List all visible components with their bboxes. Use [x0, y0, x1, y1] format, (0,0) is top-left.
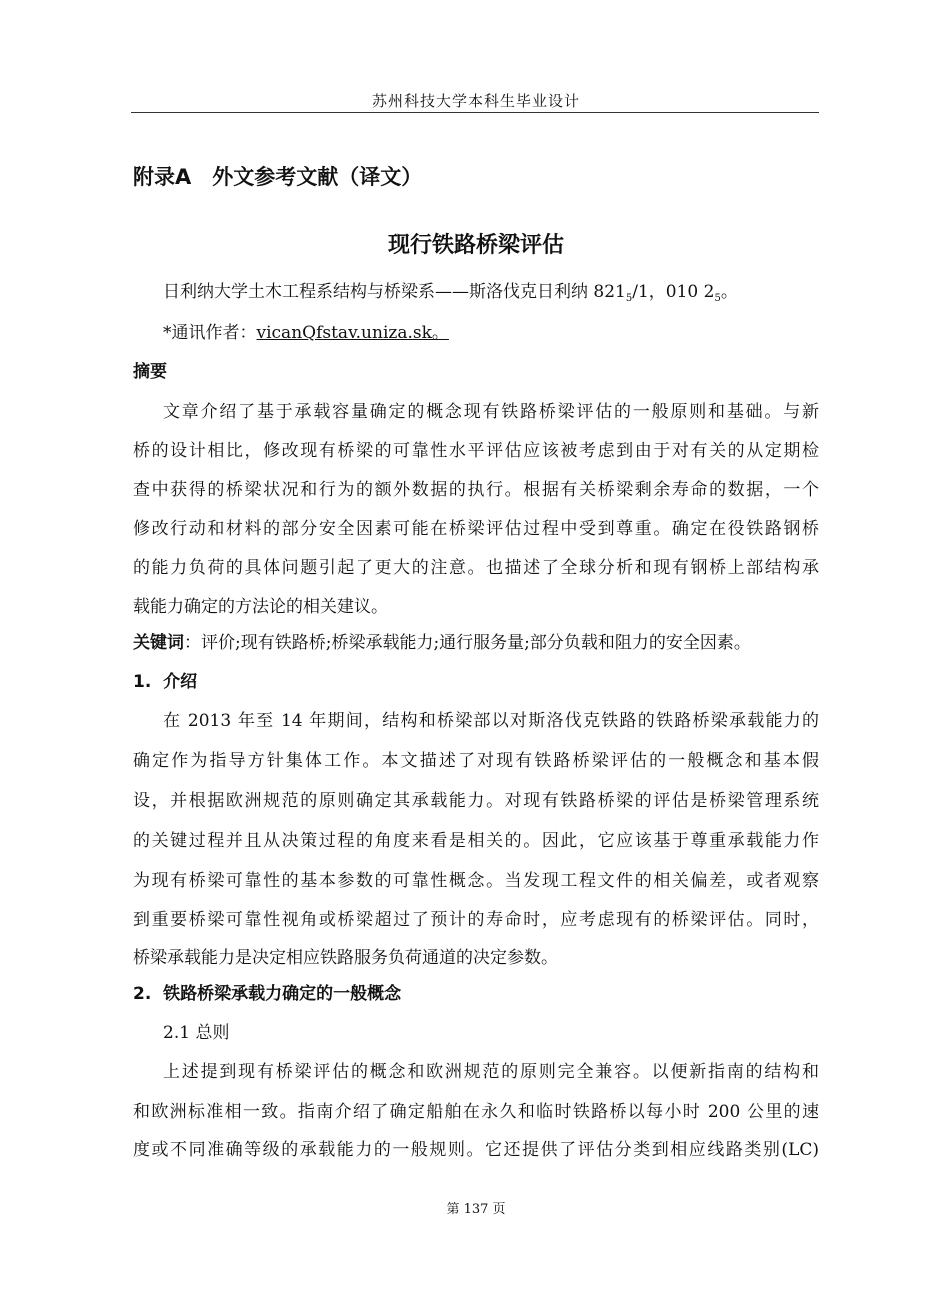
abstract-line: 的能力负荷的具体问题引起了更大的注意。也描述了全球分析和现有钢桥上部结构承 [133, 558, 819, 578]
section-1-line: 在 2013 年至 14 年期间，结构和桥梁部以对斯洛伐克铁路的铁路桥梁承载能力的 [163, 711, 819, 731]
abstract-line: 修改行动和材料的部分安全因素可能在桥梁评估过程中受到尊重。确定在役铁路钢桥 [133, 519, 819, 539]
section-2-line: 度或不同准确等级的承载能力的一般规则。它还提供了评估分类到相应线路类别(LC) [133, 1140, 819, 1160]
abstract-line: 桥的设计相比，修改现有桥梁的可靠性水平评估应该被考虑到由于对有关的从定期检 [133, 441, 819, 461]
section-1-heading: 1. 介绍 [133, 672, 198, 692]
abstract-line: 查中获得的桥梁状况和行为的额外数据的执行。根据有关桥梁剩余寿命的数据，一个 [133, 480, 819, 500]
email-link[interactable]: vicanQfstav.uniza.sk。 [256, 323, 449, 343]
section-2-line: 上述提到现有桥梁评估的概念和欧洲规范的原则完全兼容。以便新指南的结构和 [163, 1062, 819, 1082]
section-1-line: 确定作为指导方针集体工作。本文描述了对现有铁路桥梁评估的一般概念和基本假 [133, 751, 819, 771]
keywords: 关键词：评价;现有铁路桥;桥梁承载能力;通行服务量;部分负载和阻力的安全因素。 [133, 633, 751, 653]
section-2-line: 和欧洲标准相一致。指南介绍了确定船舶在永久和临时铁路桥以每小时 200 公里的速 [133, 1102, 819, 1122]
section-2-heading: 2. 铁路桥梁承载力确定的一般概念 [133, 984, 402, 1004]
section-2-1-heading: 2.1 总则 [163, 1023, 230, 1043]
page-number: 第 137 页 [446, 1202, 506, 1217]
running-header: 苏州科技大学本科生毕业设计 [371, 92, 580, 110]
section-1-line: 设，并根据欧洲规范的原则确定其承载能力。对现有铁路桥梁的评估是桥梁管理系统 [133, 791, 819, 811]
paper-title: 现行铁路桥梁评估 [387, 233, 564, 258]
abstract-line: 载能力确定的方法论的相关建议。 [133, 597, 388, 617]
section-1-line: 桥梁承载能力是决定相应铁路服务负荷通道的决定参数。 [133, 948, 558, 968]
keywords-label: 关键词 [133, 633, 184, 653]
header-rule [131, 112, 819, 113]
section-1-line: 到重要桥梁可靠性视角或桥梁超过了预计的寿命时，应考虑现有的桥梁评估。同时， [133, 910, 819, 930]
abstract-heading: 摘要 [133, 362, 167, 382]
abstract-line: 文章介绍了基于承载容量确定的概念现有铁路桥梁评估的一般原则和基础。与新 [163, 402, 819, 422]
section-1-line: 的关键过程并且从决策过程的角度来看是相关的。因此，它应该基于尊重承载能力作 [133, 831, 819, 851]
corresponding-author: *通讯作者：vicanQfstav.uniza.sk。 [163, 323, 449, 343]
section-1-line: 为现有桥梁可靠性的基本参数的可靠性概念。当发现工程文件的相关偏差，或者观察 [133, 871, 819, 891]
affiliation: 日利纳大学土木工程系结构与桥梁系——斯洛伐克日利纳 $821_5/1$，010 $2_5$。 [163, 282, 738, 304]
appendix-heading: 附录A 外文参考文献（译文） [133, 165, 423, 189]
